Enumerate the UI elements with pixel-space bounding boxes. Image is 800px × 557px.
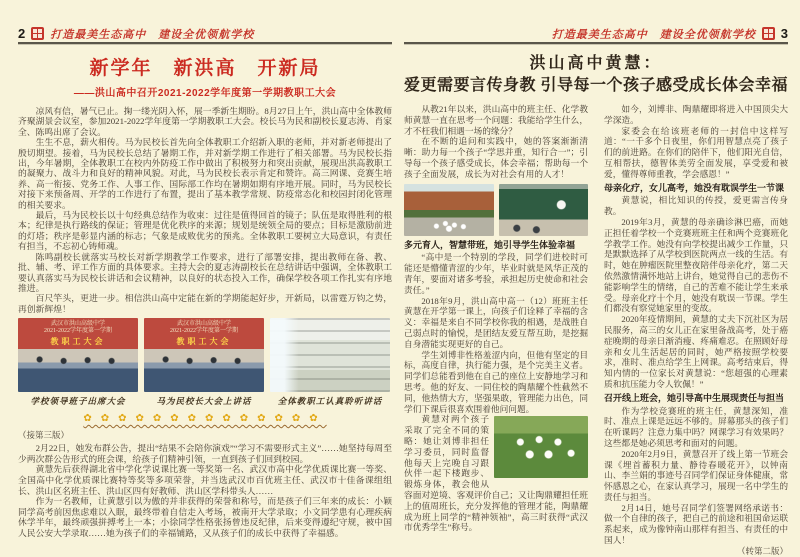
photo-leaders-at-meeting	[18, 318, 138, 392]
masthead-slogan: 打造最美生态高中 建设全优领航学校	[551, 28, 756, 41]
continued-from-marker: （接第三版）	[18, 430, 70, 441]
photo-banner-text: 武汉市洪山高级中学	[176, 321, 231, 328]
page-right	[404, 26, 789, 556]
photo-class-group-grass	[494, 416, 588, 478]
paragraph: 陈鸣副校长就落实马校长对新学期教学工作要求，进行了部署安排，提出教师在备、教、批、辅、考、评工作方面的具体要求。主持大会的夏志涛副校长在总结讲话中强调，全体教职工要认真落实马为民校长讲话和会议精神，以良好的状态投入工作，确保学校各项工作扎实有序地推进。	[18, 251, 392, 293]
paragraph: 百尺竿头，更进一步。相信洪山高中定能在新的学期能起好步，开新局，以雷霆万钧之势，再创新辉煌！	[18, 293, 392, 314]
paragraph: 生生不息，薪火相传。马为民校长首先向全体教职工介绍新入职的老师，并对新老师提出了殷切期望。接着，马为民校长总结了暑期工作，并对新学期工作进行了相关部署。马为民校长指出，今年暑期，全体教职工在校内外防疫工作中做出了积极努力和突出贡献，展现出洪高教职工的凝聚力、战斗力和良好的精神风貌。对此，马为民校长表示肯定和赞许。高三网课、竞赛生培养、高一衔接、党务工作、人事工作、国际部工作均在暑期如期有序地开展。同时，马为民校长对接下来预备周、开学的工作进行了布置，提出了基本教学常规、防疫常态化和校园封闭化管理的相关要求。	[18, 137, 392, 210]
page-number-right: 3	[780, 26, 788, 41]
photo-banner-text: 教职工大会	[50, 337, 106, 347]
photo-teacher-classroom	[499, 184, 588, 236]
column-left	[404, 104, 588, 557]
article-body-left	[18, 106, 392, 314]
paragraph: 从教21年以来，洪山高中的班主任、化学教师黄慧一直在思考一个问题：我能给学生什么，才不枉我们相遇一场的缘分？	[404, 104, 588, 136]
photo-staff-listening	[270, 318, 390, 392]
masthead-right	[404, 26, 788, 41]
paragraph: 2018年9月，洪山高中高一（12）班班主任黄慧在开学第一课上，向孩子们诠释了幸福的含义：幸福是来自不同学校你我的相遇，是战胜自己弱点时的愉悦，是团结友爱互帮互助，是挖掘自身潜能实现更好的自己。	[404, 295, 588, 349]
paragraph: 2020年疫情期间，黄慧的丈夫下沉社区为居民服务，高三的女儿正在家里备战高考，处于癌症晚期的母亲日渐消瘦、疼痛难忍。在照顾好母亲和女儿生活起居的同时，她严格按照学校要求，准时、准点给学生上网课。高考结束后，得知内情的一位家长对黄慧说：“您超强的心理素质和抗压能力令人钦佩！”	[604, 314, 788, 389]
masthead-slogan: 打造最美生态高中 建设全优领航学校	[50, 28, 255, 41]
article-columns	[404, 104, 788, 557]
photo-campus-students	[404, 184, 494, 236]
photo-banner-text: 2021-2022学年度第一学期	[44, 328, 112, 335]
column-photo-row	[404, 184, 588, 236]
article-subtitle-left: ——洪山高中召开2021-2022学年度第一学期教职工大会	[73, 88, 337, 99]
section-subhead: 多元育人，智慧带班，她引导学生体验幸福	[404, 239, 576, 250]
paragraph: 黄慧对两个孩子采取了完全不同的策略：她让刘博非担任学习委员，同时监督他每天上完晚自习跟伙伴一起下楼跑步、锻炼身体，教会他从容面对逆境、客观评价自己；又让陶鼎耀担任班上的值周班长，充分发挥他的管理才能，陶鼎耀成为班上同学的“精神领袖”，高三时获得“武汉市优秀学生”称号。	[404, 414, 588, 533]
paragraph: 在不断的追问和实践中，她的答案渐渐清晰：助力每一个孩子“学思并重，知行合一”；引导每一个孩子感受成长，体会幸福；帮助每一个孩子全面发展，成长为对社会有用的人才！	[404, 136, 588, 179]
masthead-left	[18, 26, 392, 41]
article-title-left: 新学年 新洪高 开新局	[89, 58, 321, 79]
paragraph: 黄慧先后获得湖北省中学化学说课比赛一等奖第一名、武汉市高中化学优质课比赛一等奖、全国高中化学优质课比赛特等奖等多项荣誉，并当选武汉市百优班主任、武汉市十佳备课组组长、洪山区名班主任、洪山区四有好教师、洪山区学科带头人……	[18, 464, 392, 496]
paragraph: 最后，马为民校长以十句经典总结作为收束：过往是值得回首的镜子；队伍是取得胜利的根本；纪律是执行路线的保证；管理是优化秩序的来源；规划是统领全局的要点；目标是激励前进的灯塔；秩序是彰显内涵的标志；气象是成败优劣的预兆。全体教职工要树立大局意识，有责任有担当，不忘初心铸师魂。	[18, 210, 392, 252]
masthead-rule	[18, 42, 392, 45]
photo-banner-text: 武汉市洪山高级中学	[50, 321, 105, 328]
paragraph: 黄慧说，相比知识的传授，爱更需言传身教。	[604, 195, 788, 217]
article-title-right-line2: 爱更需要言传身教 引导每一个孩子感受成长体会幸福	[404, 77, 789, 94]
page-left	[18, 26, 392, 544]
section-subhead: 召开线上班会，她引导高中生展现责任与担当	[604, 392, 785, 403]
paragraph: 2月14日，她号召同学们签署网络承诺书：做一个自律的孩子，把自己的前途和祖国命运联系起来，成为像钟南山那样有担当、有责任的中国人！	[604, 502, 788, 546]
photo-banner-text: 2021-2022学年度第一学期	[170, 328, 238, 335]
photo-principal-speaking	[144, 318, 264, 392]
photo-strip	[18, 318, 392, 392]
flower-divider: ✿✿✿✿✿✿✿✿✿✿✿✿✿✿	[83, 413, 327, 425]
masthead-seal-icon	[762, 27, 775, 40]
photo-caption: 学校领导班子出席大会	[30, 396, 126, 407]
paragraph: 凉风有信，暑气已止。掬一缕光阴入怀，展一季新生期盼。8月27日上午，洪山高中全体教师齐聚湖景会议室，参加2021-2022学年度第一学期教职工大会。校长马为民和副校长夏志涛、肖家全、陈鸣出席了会议。	[18, 106, 392, 137]
paragraph: 2月22日，她发布群公告，提出“结果不会陪你演戏”“学习不需要形式主义”……她坚持每周至少两次群公告形式的班会课，给孩子们精神引领，一直到孩子们回到校园。	[18, 443, 392, 464]
photo-caption: 全体教职工认真聆听讲话	[277, 396, 383, 407]
article-title-right-line1: 洪山高中黄慧：	[529, 55, 663, 72]
page-number-left: 2	[18, 26, 26, 41]
paragraph: 作为学校竞赛班的班主任，黄慧深知，准时、准点上课是远远不够的。屏幕那头的孩子们在听课吗？注意力集中吗？网课学习有效果吗？这些都是她必须思考和面对的问题。	[604, 405, 788, 448]
photo-banner-text: 教职工大会	[176, 337, 232, 347]
paragraph: 作为一名教师，让黄慧引以为傲的并非获得的荣誉和称号，而是孩子们三年来的成长：小颖同学高考前因焦虑难以入眠，最终带着自信走入考场，被南开大学录取；小文同学患有心理疾病休学半年，最终顽强拼搏考上一本；小徐同学性格张扬曾违反纪律，后来变得遵纪守规，被中国人民公安大学录取……她为孩子们的幸福铺路，又从孩子们的成长中获得了幸福感。	[18, 496, 392, 538]
photo-captions	[18, 395, 392, 407]
masthead-rule	[404, 42, 788, 45]
paragraph: 如今，刘博非、陶鼎耀即将进入中国顶尖大学深造。	[604, 104, 788, 125]
paragraph: 家委会在给该班老师的一封信中这样写道：“一千多个日夜里，你们用智慧点亮了孩子们的前进路。在你们的陪伴下，他们阳光自信，互相帮扶，德智体美劳全面发展，享受爱和被爱，懂得尊师重教，学会感恩！”	[604, 125, 788, 179]
section-subhead: 母亲化疗，女儿高考，她没有耽误学生一节课	[604, 182, 785, 193]
photo-caption: 马为民校长大会上讲话	[156, 396, 252, 407]
paragraph: 学生刘博非性格羞涩内向，但他有坚定的目标，高度自律，执行能力强，是个完美主义者。同学们总能看到他在自己的座位上安静地学习和思考。他的好友、一同住校的陶鼎耀个性截然不同，他热情大方，坚强果敢，管理能力出色，同学们下课后很喜欢围着他问问题。	[404, 349, 588, 414]
paragraph: 2019年3月，黄慧的母亲确诊淋巴癌，而她正担任着学校一个竞赛班班主任和两个竞赛班化学教学工作。她没有向学校提出减少工作量，只是默默选择了从学校到医院两点一线的生活。有时，她在肿瘤医院里整夜陪伴母亲化疗，第二天依然激情满怀地站上讲台，她觉得自己的悲伤不能影响学生的情绪，自己的苦难不能让学生来承受。母亲化疗十个月，她没有耽误一节课。学生们都没有察觉她家里的变故。	[604, 216, 788, 314]
masthead-seal-icon	[31, 27, 44, 40]
paragraph: 2020年2月9日，黄慧召开了线上第一节班会课《埋首蓄积力量、静待春暖花开》，以钟南山、李兰娟的事迹号召同学们保证身体健康，常怀感恩之心，在家认真学习，展现一名中学生的责任与担当。	[604, 448, 788, 502]
continued-body	[18, 443, 392, 538]
continued-to-marker: （转第二版）	[736, 545, 788, 556]
column-right	[604, 104, 788, 557]
paragraph: “高中是一个特别的学段，同学们进校时可能还是懵懂青涩的少年，毕业时就是风华正茂的青年，要面对诸多考验，承担起历史使命和社会责任。”	[404, 252, 588, 295]
